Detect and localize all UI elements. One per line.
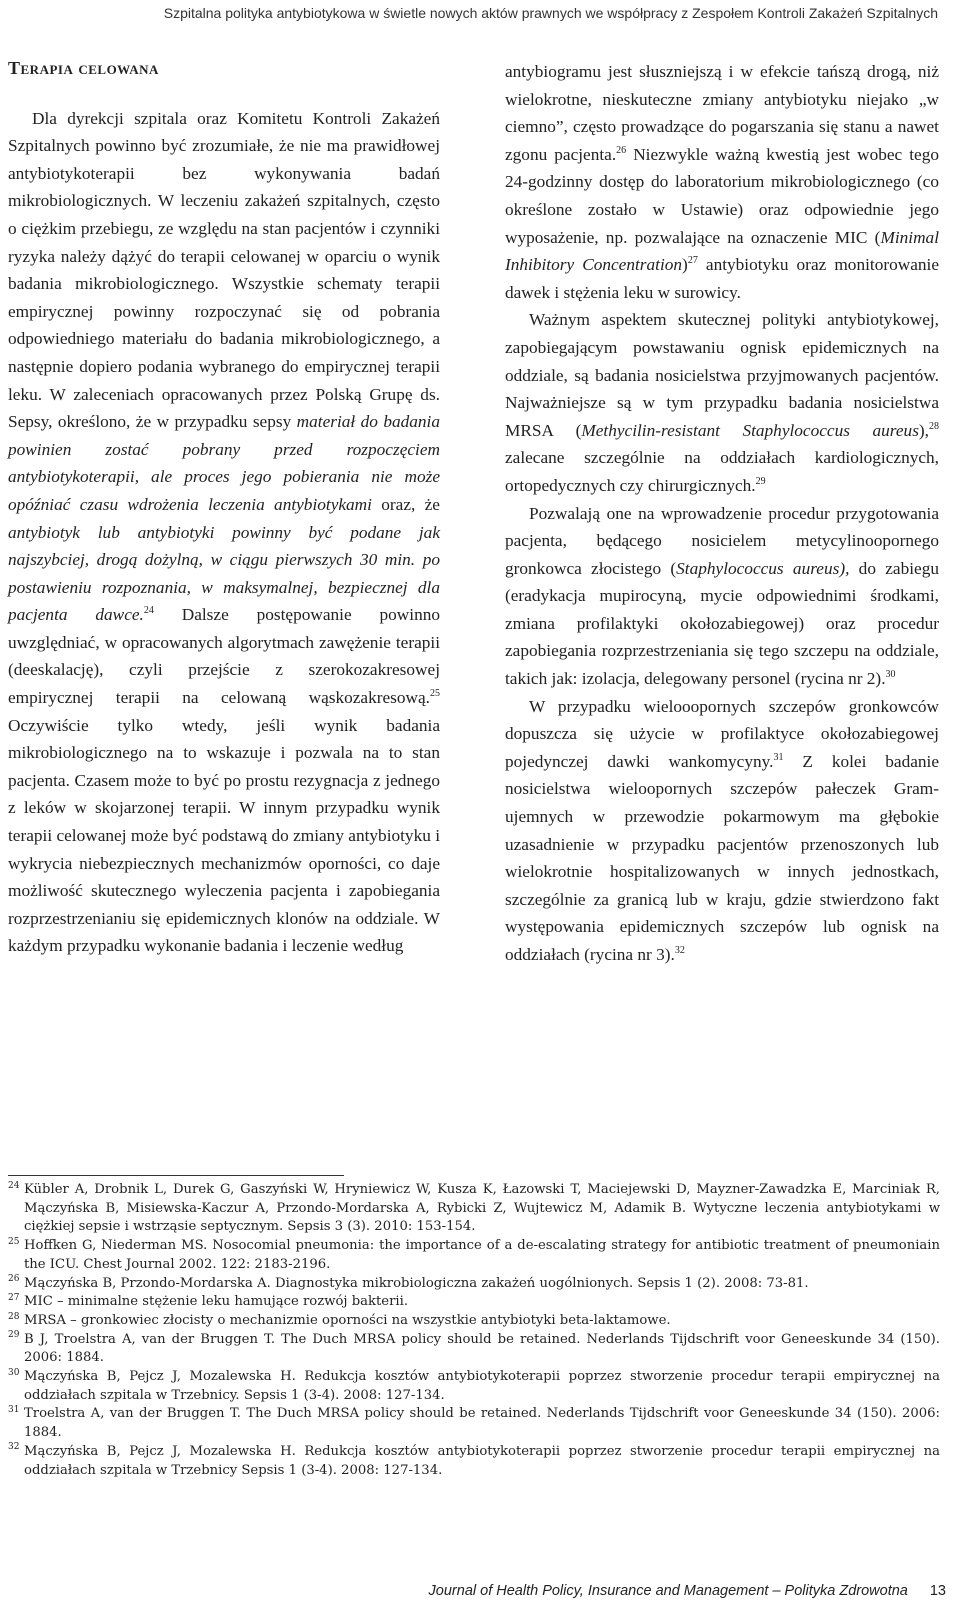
text-run: ), [918,420,929,440]
text-run: Dla dyrekcji szpitala oraz Komitetu Kontroli Zakażeń Szpitalnych powinno być zrozumiałe, że nie ma prawidłowej antybiotykoterapii bez wykonywania badań mikrobiologicznych. W leczeniu zakażeń szpitalnych, często o ciężkim przebiegu, ze względu na stan pacjentów i czynniki ryzyka należy dążyć do terapii celowanej w oparciu o wynik badania mikrobiologicznego. Wszystkie schematy terapii empirycznej powinny rozpoczynać się od pobrania odpowiedniego materiału do badania mikrobiologicznego, a następnie dopiero podania wybranego do empirycznej terapii leku. W zaleceniach opracowanych przez Polską Grupę ds. Sepsy, określono, że w przypadku sepsy [8,108,440,432]
footnote: 26 Mączyńska B, Przondo-Mordarska A. Diagnostyka mikrobiologiczna zakażeń uogólnionych. Sepsis 1 (2). 2008: 73-81. [8,1274,809,1291]
text-run: Dalsze postępowanie powinno uwzględniać, w opracowanych algorytmach zawężenie terapii (deeskalację), czyli przejście z szerokozakresowej empirycznej terapii na celowaną wąskozakresową. [8,605,441,708]
italic-run: materiał do badania powinien zostać pobrany przed rozpoczęciem antybiotykoterapii, ale proces jego pobierania nie może opóźniać czasu wdrożenia leczenia antybiotykami [8,412,440,514]
footnote-ref[interactable]: 27 [687,255,698,267]
text-run: Niezwykle ważną kwestią jest wobec tego 24-godzinny dostęp do laboratorium mikrobiologicznego (co określone zostało w Ustawie) oraz odpowiednie jego wyposażenie, np. pozwalające na oznaczenie MIC ( [505,144,939,247]
footnote-text: MIC – minimalne stężenie leku hamujące rozwój bakterii. [24,1294,409,1310]
body-paragraph [505,58,939,306]
body-paragraph [505,306,939,499]
footnote-divider [8,1175,344,1176]
footnote-text: Hoffken G, Niederman MS. Nosocomial pneumonia: the importance of a de-escalating strategy for antibiotic treatment of pneumoniain the ICU. Chest Journal 2002. 122: 2183-2196. [24,1238,940,1272]
text-run: zalecane szczególnie na oddziałach kardiologicznych, ortopedycznych czy chirurgicznych. [505,448,939,495]
footnotes-section [8,1181,940,1480]
footnote: 29 B J, Troelstra A, van der Bruggen T. The Duch MRSA policy should be retained. Nederlands Tijdschrift voor Geneeskunde 34 (150). 2006: 1884. [8,1330,940,1366]
footnote-ref[interactable]: 30 [885,669,896,681]
text-run: antybiogramu jest słuszniejszą i w efekcie tańszą drogą, niż wielokrotne, nieskuteczne zmiany antybiotyku niejako „w ciemno”, często prowadzące do pogarszania się stanu a nawet zgonu pacjenta. [505,62,939,164]
footnote: 31 Troelstra A, van der Bruggen T. The Duch MRSA policy should be retained. Nederlands Tijdschrift voor Geneeskunde 34 (150). 2006: 1884. [8,1405,940,1441]
footnote-ref[interactable]: 26 [616,145,627,157]
footnote: 30 Mączyńska B, Pejcz J, Mozalewska H. Redukcja kosztów antybiotykoterapii poprzez stworzenie procedur terapii empirycznej na oddziałach szpitala w Trzebnicy. Sepsis 1 (3-4). 2008: 127-134. [8,1367,940,1403]
page-number: 13 [929,1583,946,1599]
footnote-text: Mączyńska B, Przondo-Mordarska A. Diagnostyka mikrobiologiczna zakażeń uogólnionych. Sepsis 1 (2). 2008: 73-81. [24,1275,809,1291]
footnote: 32 Mączyńska B, Pejcz J, Mozalewska H. Redukcja kosztów antybiotykoterapii poprzez stworzenie procedur terapii empirycznej na oddziałach szpitala w Trzebnicy Sepsis 1 (3-4). 2008: 127-134. [8,1442,940,1478]
footnote: 28 MRSA – gronkowiec złocisty o mechanizmie oporności na wszystkie antybiotyki beta-laktamowe. [8,1311,671,1328]
footnote: 27 MIC – minimalne stężenie leku hamujące rozwój bakterii. [8,1292,409,1310]
body-paragraph [8,105,440,960]
italic-run: Staphylococcus aureus), [676,558,850,578]
body-paragraph [505,500,939,693]
footnote-ref[interactable]: 28 [929,420,939,432]
footnote-ref[interactable]: 24 [143,605,154,617]
footnote-text: Mączyńska B, Pejcz J, Mozalewska H. Redukcja kosztów antybiotykoterapii poprzez stworzenie procedur terapii empirycznej na oddziałach szpitala w Trzebnicy Sepsis 1 (3-4). 2008: 127-134. [24,1443,940,1478]
italic-run: Methycilin-resistant Staphylococcus aureus [581,420,919,440]
footnote-ref[interactable]: 25 [430,688,440,700]
footnote: 25 Hoffken G, Niederman MS. Nosocomial pneumonia: the importance of a de-escalating strategy for antibiotic treatment of pneumoniain the ICU. Chest Journal 2002. 122: 2183-2196. [8,1236,940,1272]
footnote-text: MRSA – gronkowiec złocisty o mechanizmie oporności na wszystkie antybiotyki beta-laktamowe. [24,1312,671,1328]
footnote-text: B J, Troelstra A, van der Bruggen T. The Duch MRSA policy should be retained. Nederlands Tijdschrift voor Geneeskunde 34 (150). 2006: 1884. [24,1331,940,1366]
footnote: 24 Kübler A, Drobnik L, Durek G, Gaszyński W, Hryniewicz W, Kusza K, Łazowski T, Maciejewski D, Mayzner-Zawadzka E, Marciniak R, Mączyńska B, Misiewska-Kaczur A, Przondo-Mordarska A, Rybicki Z, Wujtewicz M, Adamik B. Wytyczne leczenia antybiotykami w ciężkiej sepsie i wstrząsie septycznym. Sepsis 3 (3). 2010: 153-154. [8,1180,940,1235]
page-footer [429,1583,946,1599]
text-run: antybiotyku oraz monitorowanie dawek i stężenia leku w surowicy. [505,255,939,302]
text-run: Oczywiście tylko wtedy, jeśli wynik badania mikrobiologicznego na to wskazuje i pozwala na to stan pacjenta. Czasem może to być po prostu rezygnacja z jednego z leków w skojarzonej terapii. W innym przypadku wynik terapii celowanej może być podstawą do zmiany antybiotyku i wykrycia niebezpiecznych mechanizmów oporności, co daje możliwość skutecznego wyleczenia pacjenta i zapobiegania rozprzestrzenianiu się epidemicznych klonów na oddziale. W każdym przypadku wykonanie badania i leczenie według [8,715,440,956]
text-run: oraz, że [371,494,440,514]
footnote-text: Troelstra A, van der Bruggen T. The Duch MRSA policy should be retained. Nederlands Tijdschrift voor Geneeskunde 34 (150). 2006: 1884. [24,1406,940,1441]
text-run: Pozwalają one na wprowadzenie procedur przygotowania pacjenta, będącego nosicielem metycylinoopornego gronkowca złocistego ( [505,503,939,578]
running-header: Szpitalna polityka antybiotykowa w świetle nowych aktów prawnych we współpracy z Zespołem Kontroli Zakażeń Szpitalnych [163,5,938,21]
text-run: Z kolei badanie nosicielstwa wieloopornych szczepów pałeczek Gram-ujemnych w przewodzie pokarmowym ma głębokie uzasadnienie w przypadku pacjentów przenoszonych lub wielokrotnie hospitalizowanych w innych jednostkach, szczególnie za granicą lub w kraju, gdzie stwierdzono fakt występowania epidemicznych szczepów lub ognisk na oddziałach (rycina nr 3). [505,751,939,964]
italic-run: Minimal Inhibitory Concentration [505,227,939,275]
right-column [505,58,939,969]
journal-name: Journal of Health Policy, Insurance and Management – Polityka Zdrowotna [428,1583,908,1599]
text-run: W przypadku wielooopornych szczepów gronkowców dopuszcza się użycie w profilaktyce okołozabiegowej pojedynczej dawki wankomycyny. [505,696,939,771]
text-run: do zabiegu (eradykacja mupirocyną, mycie odpowiednimi środkami, zmiana profilaktyki okołozabiegowej) oraz procedur zapobiegania rozprzestrzeniania się tego szczepu na oddziale, takich jak: izolacja, delegowany personel (rycina nr 2). [505,558,939,689]
text-run: Ważnym aspektem skutecznej polityki antybiotykowej, zapobiegającym powstawaniu ognisk epidemicznych na oddziale, są badania nosicielstwa przyjmowanych pacjentów. Najważniejsze są w tym przypadku badania nosicielstwa MRSA ( [505,310,939,440]
body-paragraph [505,693,939,969]
section-title: Terapia celowana [8,58,159,78]
footnote-ref[interactable]: 32 [674,945,685,957]
footnote-ref[interactable]: 29 [755,476,766,488]
footnote-ref[interactable]: 31 [773,752,784,764]
text-run: ) [682,255,688,275]
footnote-text: Kübler A, Drobnik L, Durek G, Gaszyński W, Hryniewicz W, Kusza K, Łazowski T, Maciejewski D, Mayzner-Zawadzka E, Marciniak R, Mączyńska B, Misiewska-Kaczur A, Przondo-Mordarska A, Rybicki Z, Wujtewicz M, Adamik B. Wytyczne leczenia antybiotykami w ciężkiej sepsie i wstrząsie septycznym. Sepsis 3 (3). 2010: 153-154. [24,1182,940,1235]
footnote-text: Mączyńska B, Pejcz J, Mozalewska H. Redukcja kosztów antybiotykoterapii poprzez stworzenie procedur terapii empirycznej na oddziałach szpitala w Trzebnicy. Sepsis 1 (3-4). 2008: 127-134. [24,1369,940,1403]
left-column [8,55,440,960]
italic-run: antybiotyk lub antybiotyki powinny być podane jak najszybciej, drogą dożylną, w ciągu pierwszych 30 min. po postawieniu rozpoznania, w maksymalnej, bezpiecznej dla pacjenta dawce. [8,522,440,625]
